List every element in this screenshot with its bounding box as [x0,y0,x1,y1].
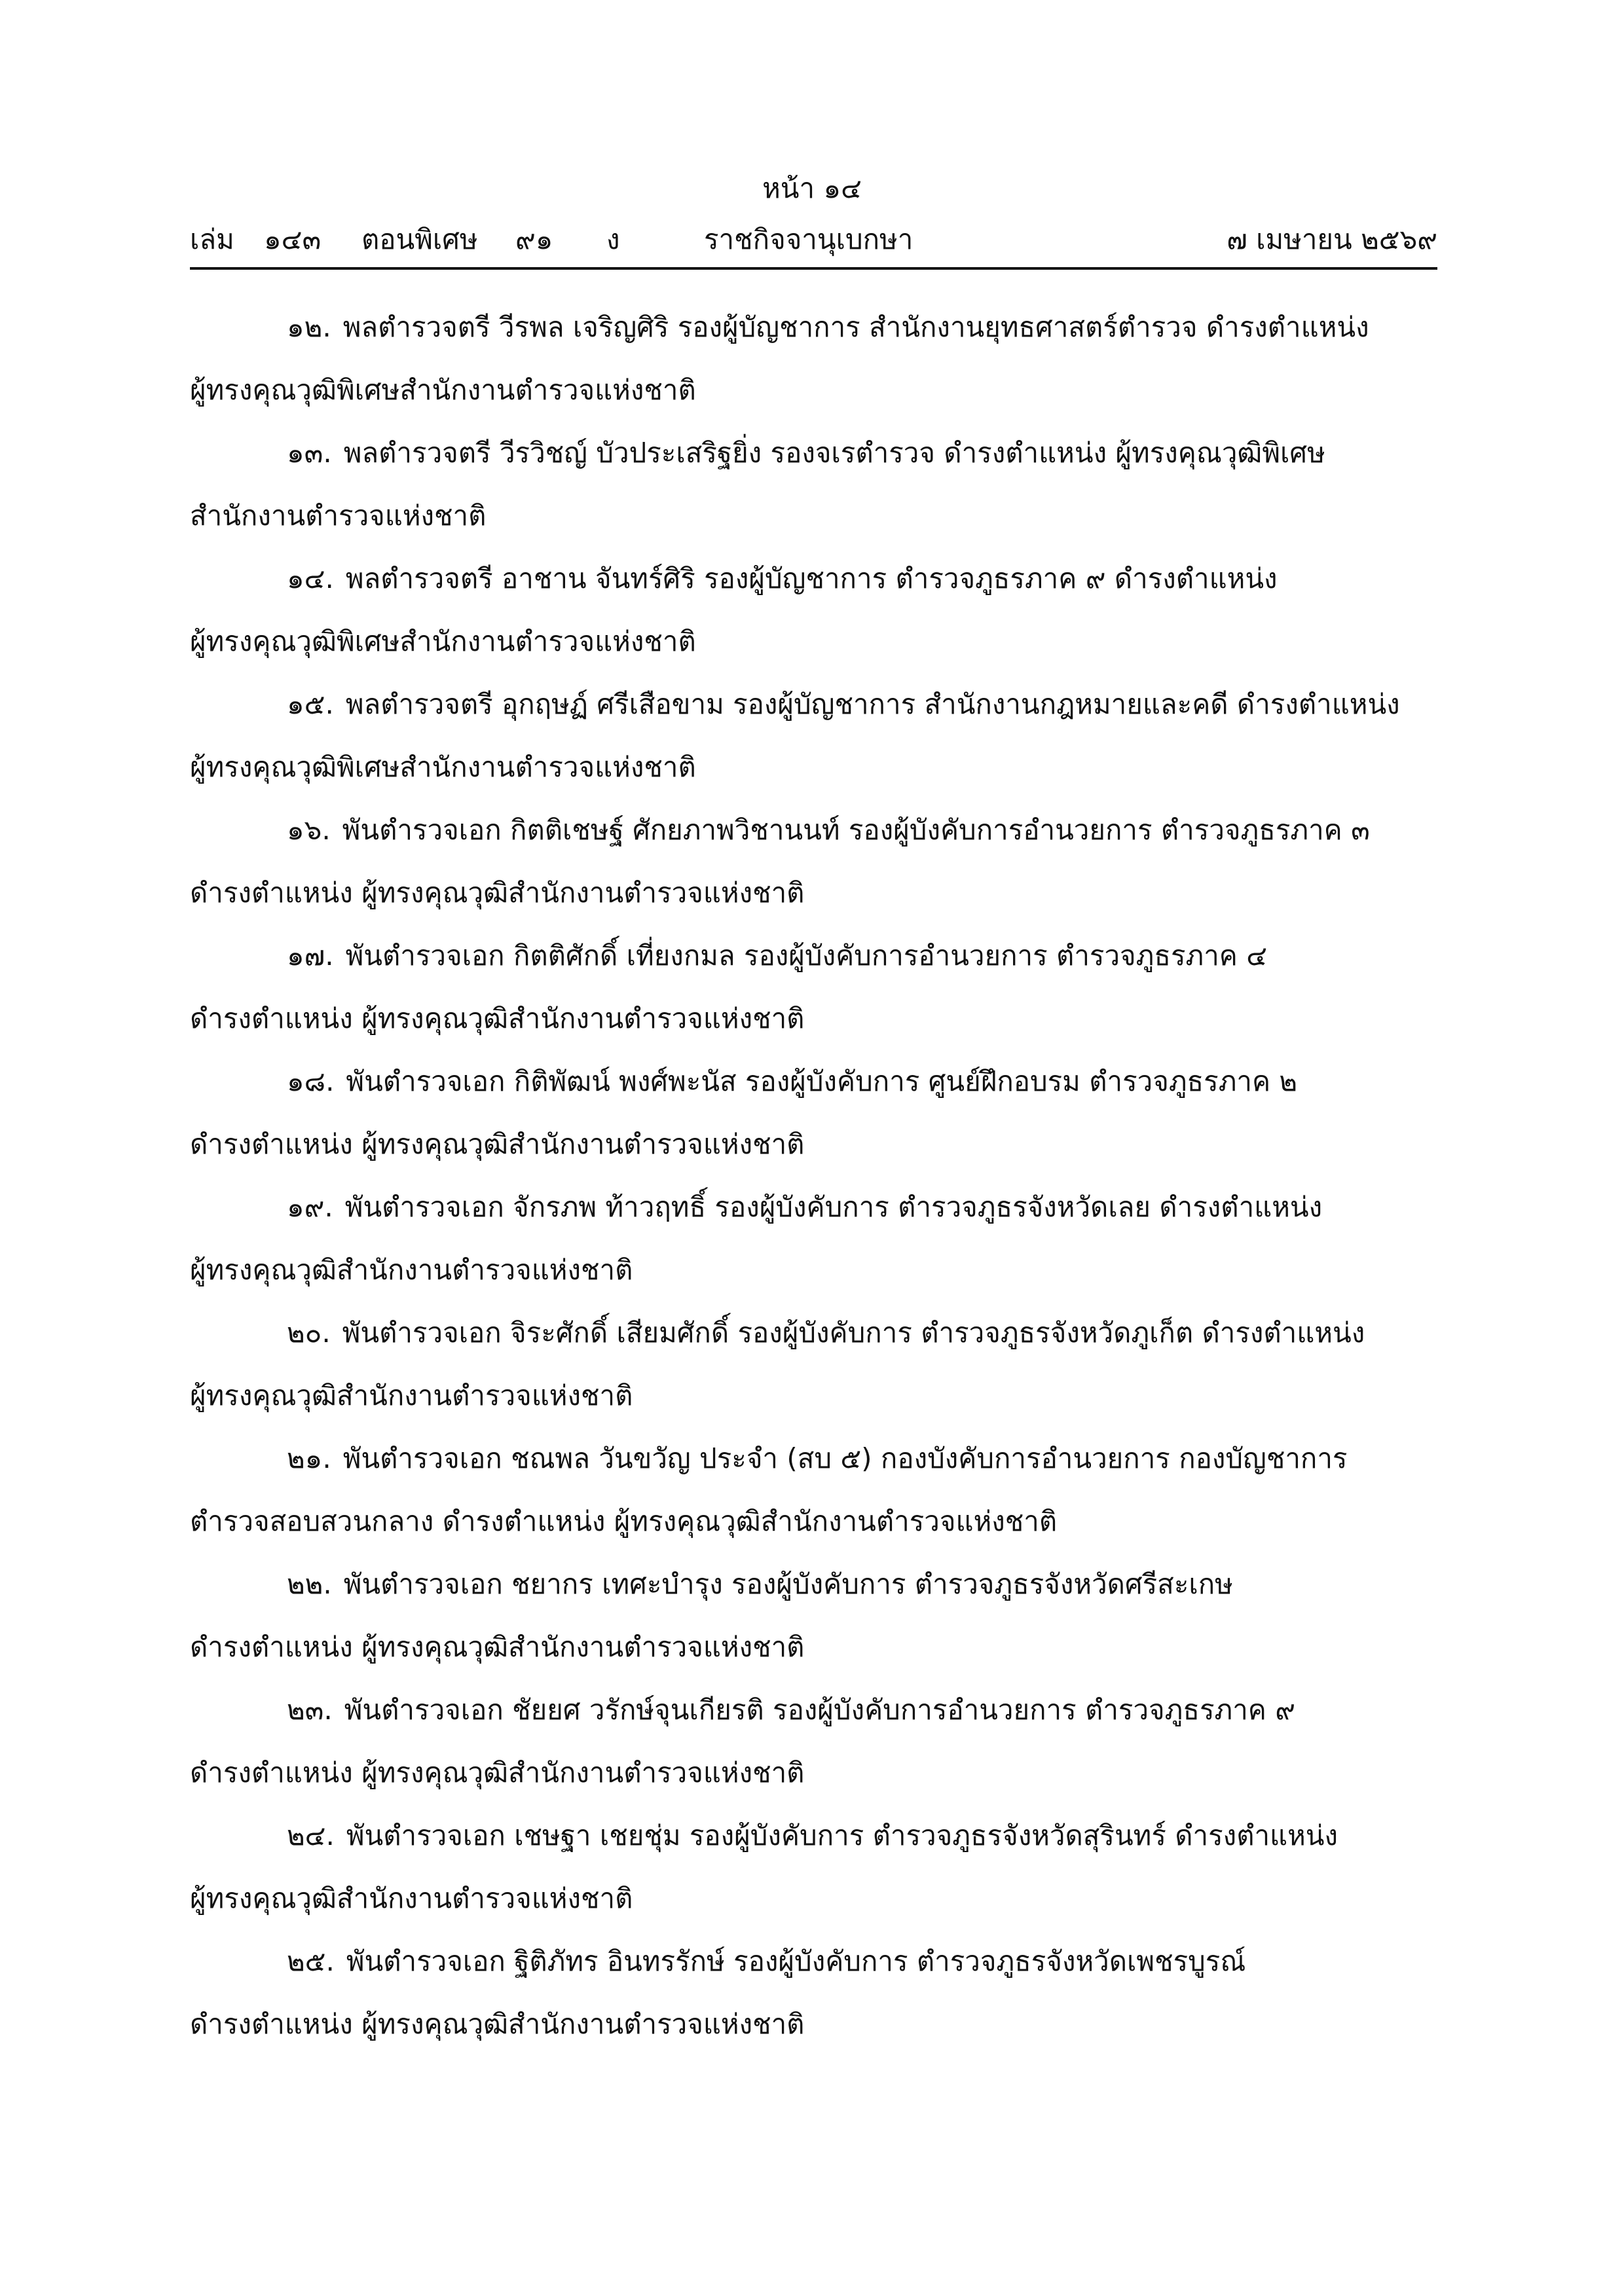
entry-text: พันตำรวจเอก เชษฐา เชยชุ่ม รองผู้บังคับการ ตำรวจภูธรจังหวัดสุรินทร์ ดำรงตำแหน่ง [346,1819,1338,1851]
entry-first-line [190,547,1437,610]
list-item [190,422,1437,547]
entry-number: ๒๓. [287,1694,333,1726]
list-item [190,1176,1437,1302]
entry-continuation: ผู้ทรงคุณวุฒิสำนักงานตำรวจแห่งชาติ [190,1379,633,1412]
entry-continuation: ดำรงตำแหน่ง ผู้ทรงคุณวุฒิสำนักงานตำรวจแห่งชาติ [190,877,805,909]
entry-text: พันตำรวจเอก ชยากร เทศะบำรุง รองผู้บังคับการ ตำรวจภูธรจังหวัดศรีสะเกษ [343,1568,1233,1600]
entry-continuation: ผู้ทรงคุณวุฒิสำนักงานตำรวจแห่งชาติ [190,1882,633,1914]
entry-first-line [190,673,1437,736]
entry-first-line [190,1930,1437,1993]
entry-text: พันตำรวจเอก จิระศักดิ์ เสียมศักดิ์ รองผู้บังคับการ ตำรวจภูธรจังหวัดภูเก็ต ดำรงตำแหน่ง [342,1317,1365,1349]
entry-text: พันตำรวจเอก กิตติเชษฐ์ ศักยภาพวิชานนท์ รองผู้บังคับการอำนวยการ ตำรวจภูธรภาค ๓ [342,814,1370,846]
entry-number: ๑๗. [287,939,334,972]
entry-text: พลตำรวจตรี วีรวิชญ์ บัวประเสริฐยิ่ง รองจเรตำรวจ ดำรงตำแหน่ง ผู้ทรงคุณวุฒิพิเศษ [343,437,1325,469]
entry-text: พันตำรวจเอก ชณพล วันขวัญ ประจำ (สบ ๕) กองบังคับการอำนวยการ กองบัญชาการ [342,1442,1348,1474]
section-suffix: ง [606,223,620,255]
entry-continuation: ดำรงตำแหน่ง ผู้ทรงคุณวุฒิสำนักงานตำรวจแห่งชาติ [190,1002,805,1034]
entry-number: ๑๔. [287,562,334,594]
entry-first-line [190,1302,1437,1364]
entry-continuation: ดำรงตำแหน่ง ผู้ทรงคุณวุฒิสำนักงานตำรวจแห่งชาติ [190,2008,805,2040]
publication-date: ๗ เมษายน ๒๕๖๙ [1227,223,1437,255]
entry-continuation: ดำรงตำแหน่ง ผู้ทรงคุณวุฒิสำนักงานตำรวจแห่งชาติ [190,1128,805,1160]
entry-continuation: ดำรงตำแหน่ง ผู้ทรงคุณวุฒิสำนักงานตำรวจแห่งชาติ [190,1757,805,1789]
section-label: ตอนพิเศษ [361,223,478,255]
entry-number: ๑๙. [287,1191,333,1223]
entry-continuation: สำนักงานตำรวจแห่งชาติ [190,500,487,532]
entry-first-line [190,1176,1437,1239]
entry-continuation: ดำรงตำแหน่ง ผู้ทรงคุณวุฒิสำนักงานตำรวจแห่งชาติ [190,1631,805,1663]
entry-number: ๑๖. [287,814,331,846]
list-item [190,924,1437,1050]
page-number: หน้า ๑๔ [762,172,862,204]
entry-text: พลตำรวจตรี อุกฤษฏ์ ศรีเสือขาม รองผู้บัญชาการ สำนักงานกฎหมายและคดี ดำรงตำแหน่ง [345,688,1400,720]
entry-first-line [190,422,1437,484]
entry-first-line [190,1427,1437,1490]
entry-continuation: ผู้ทรงคุณวุฒิสำนักงานตำรวจแห่งชาติ [190,1254,633,1286]
entry-number: ๒๑. [287,1442,331,1474]
entry-number: ๑๒. [287,311,331,343]
list-item [190,1427,1437,1553]
list-item [190,547,1437,673]
entry-first-line [190,1679,1437,1741]
entry-first-line [190,799,1437,862]
list-item [190,1302,1437,1427]
list-item [190,1930,1437,2056]
section-number: ๙๑ [515,223,553,255]
appointment-list [190,296,1437,2056]
list-item [190,1553,1437,1679]
entry-continuation: ผู้ทรงคุณวุฒิพิเศษสำนักงานตำรวจแห่งชาติ [190,374,696,406]
entry-continuation: ผู้ทรงคุณวุฒิพิเศษสำนักงานตำรวจแห่งชาติ [190,625,696,657]
entry-number: ๒๕. [287,1945,335,1977]
list-item [190,1050,1437,1176]
entry-first-line [190,1804,1437,1867]
entry-number: ๑๕. [287,688,334,720]
entry-first-line [190,296,1437,359]
entry-number: ๑๘. [287,1065,335,1097]
entry-text: พลตำรวจตรี อาชาน จันทร์ศิริ รองผู้บัญชาการ ตำรวจภูธรภาค ๙ ดำรงตำแหน่ง [345,562,1278,594]
entry-continuation: ตำรวจสอบสวนกลาง ดำรงตำแหน่ง ผู้ทรงคุณวุฒิสำนักงานตำรวจแห่งชาติ [190,1505,1058,1537]
entry-text: พลตำรวจตรี วีรพล เจริญศิริ รองผู้บัญชาการ สำนักงานยุทธศาสตร์ตำรวจ ดำรงตำแหน่ง [342,311,1369,343]
entry-number: ๒๔. [287,1819,335,1851]
entry-first-line [190,1050,1437,1113]
entry-text: พันตำรวจเอก กิติพัฒน์ พงศ์พะนัส รองผู้บังคับการ ศูนย์ฝึกอบรม ตำรวจภูธรภาค ๒ [346,1065,1298,1097]
entry-number: ๒๒. [287,1568,332,1600]
entry-text: พันตำรวจเอก ฐิติภัทร อินทรรักษ์ รองผู้บังคับการ ตำรวจภูธรจังหวัดเพชรบูรณ์ [346,1945,1246,1977]
volume-label: เล่ม [190,223,234,255]
header-divider [190,267,1437,270]
list-item [190,799,1437,924]
list-item [190,673,1437,799]
list-item [190,296,1437,422]
entry-continuation: ผู้ทรงคุณวุฒิพิเศษสำนักงานตำรวจแห่งชาติ [190,751,696,783]
gazette-header [190,220,1437,263]
gazette-name: ราชกิจจานุเบกษา [704,223,913,255]
entry-text: พันตำรวจเอก กิตติศักดิ์ เที่ยงกมล รองผู้บังคับการอำนวยการ ตำรวจภูธรภาค ๔ [345,939,1268,972]
entry-number: ๑๓. [287,437,332,469]
entry-number: ๒๐. [287,1317,331,1349]
entry-first-line [190,924,1437,987]
entry-text: พันตำรวจเอก ชัยยศ วรักษ์จุนเกียรติ รองผู้บังคับการอำนวยการ ตำรวจภูธรภาค ๙ [344,1694,1296,1726]
entry-first-line [190,1553,1437,1616]
entry-text: พันตำรวจเอก จักรภพ ท้าวฤทธิ์ รองผู้บังคับการ ตำรวจภูธรจังหวัดเลย ดำรงตำแหน่ง [344,1191,1323,1223]
list-item [190,1804,1437,1930]
list-item [190,1679,1437,1804]
volume-number: ๑๔๓ [264,223,322,255]
